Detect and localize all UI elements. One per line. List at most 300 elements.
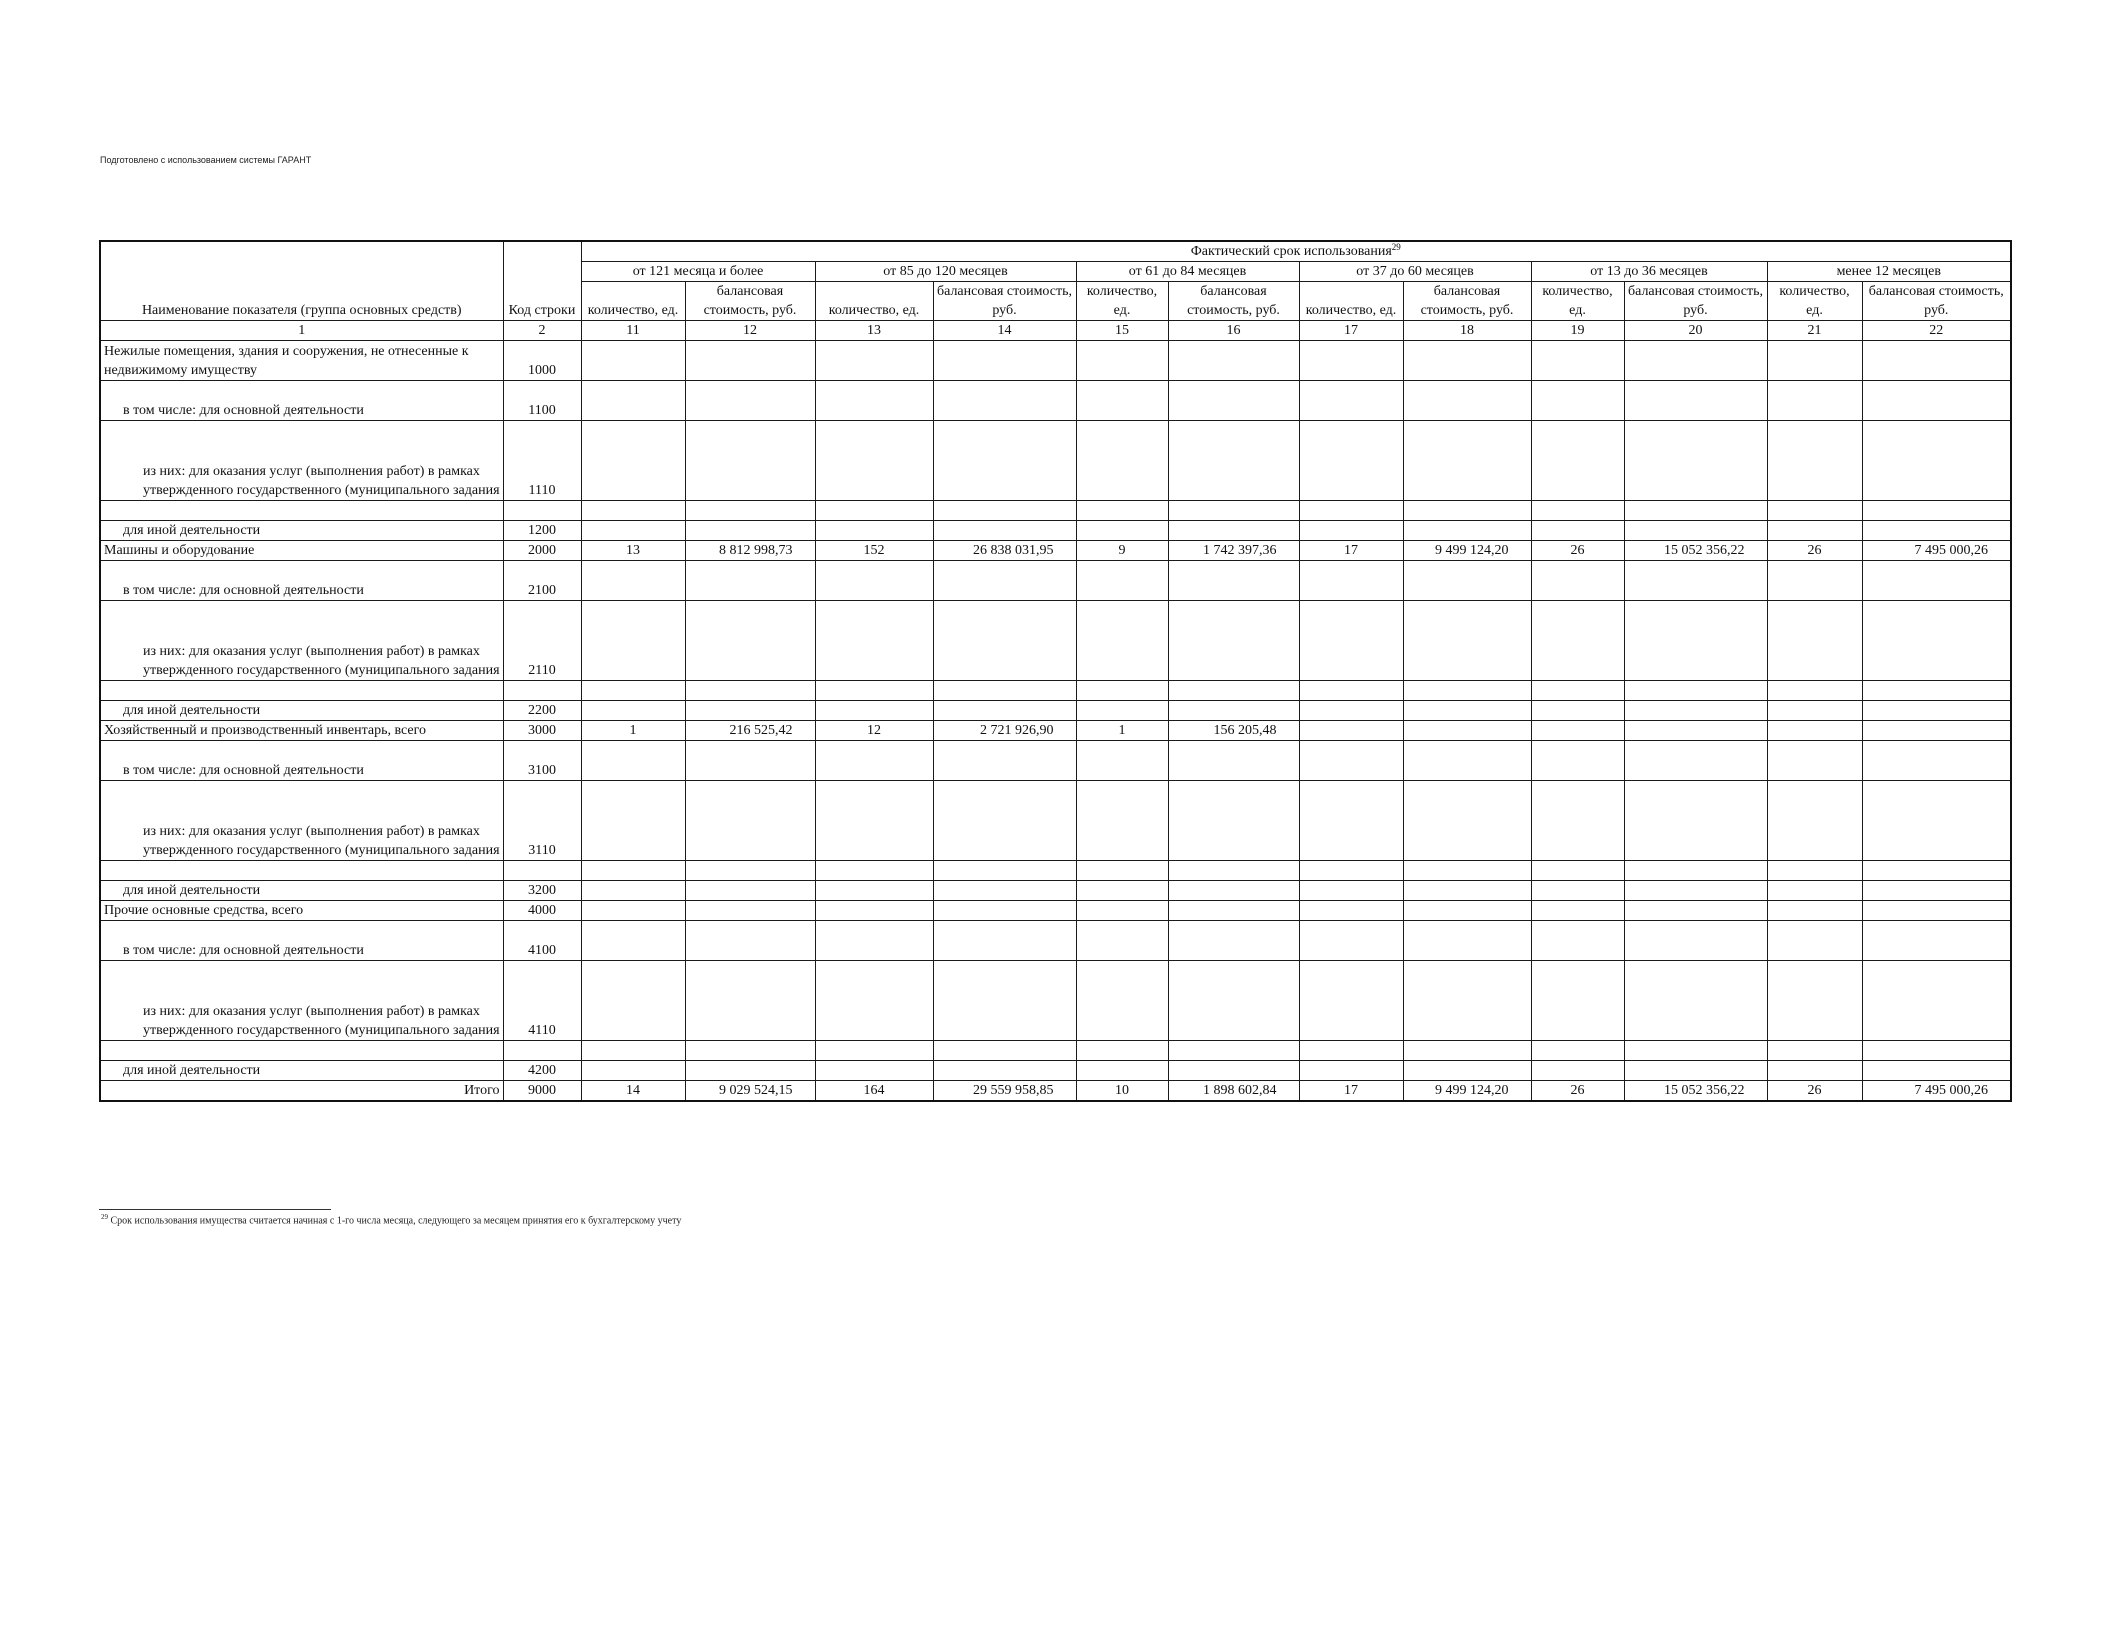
row-name: в том числе: для основной деятельности: [100, 921, 503, 961]
value-header: балансовая стоимость, руб.: [685, 282, 815, 321]
value-cell: [933, 881, 1076, 901]
value-cell: [1624, 721, 1767, 741]
value-cell: [1624, 961, 1767, 1041]
qty-cell: 9: [1076, 541, 1168, 561]
empty-cell: [1624, 501, 1767, 521]
value-cell: 29 559 958,85: [933, 1081, 1076, 1102]
value-cell: [1403, 781, 1531, 861]
value-cell: [1403, 1061, 1531, 1081]
empty-cell: [100, 681, 503, 701]
value-cell: 7 495 000,26: [1862, 1081, 2011, 1102]
empty-cell: [1403, 1041, 1531, 1061]
empty-cell: [685, 1041, 815, 1061]
qty-cell: 13: [581, 541, 685, 561]
qty-cell: 14: [581, 1081, 685, 1102]
value-header: балансовая стоимость, руб.: [1862, 282, 2011, 321]
qty-header: количество, ед.: [1299, 282, 1403, 321]
value-cell: [1168, 781, 1299, 861]
value-cell: 9 499 124,20: [1403, 1081, 1531, 1102]
qty-cell: [815, 701, 933, 721]
row-name: в том числе: для основной деятельности: [100, 381, 503, 421]
value-cell: [685, 341, 815, 381]
period-header: от 61 до 84 месяцев: [1076, 262, 1299, 282]
period-header: от 121 месяца и более: [581, 262, 815, 282]
col-number: 15: [1076, 321, 1168, 341]
value-cell: [1624, 421, 1767, 501]
row-name: для иной деятельности: [100, 881, 503, 901]
qty-cell: [1767, 601, 1862, 681]
header-group-title: Фактический срок использования: [1190, 244, 1392, 259]
row-code: 4110: [503, 961, 581, 1041]
value-cell: 8 812 998,73: [685, 541, 815, 561]
qty-cell: [1531, 921, 1624, 961]
table-row-1200: [100, 521, 2011, 541]
empty-cell: [1767, 1041, 1862, 1061]
value-cell: 216 525,42: [685, 721, 815, 741]
spacer-row: [100, 1041, 2011, 1061]
value-cell: [933, 701, 1076, 721]
qty-cell: [1531, 881, 1624, 901]
row-code: 2200: [503, 701, 581, 721]
qty-cell: [815, 561, 933, 601]
qty-header: количество, ед.: [815, 282, 933, 321]
period-header: от 85 до 120 месяцев: [815, 262, 1076, 282]
empty-cell: [933, 501, 1076, 521]
footnote-ref: 29: [1391, 242, 1401, 252]
qty-cell: [815, 381, 933, 421]
value-cell: [1168, 421, 1299, 501]
qty-cell: [1299, 601, 1403, 681]
empty-cell: [1403, 861, 1531, 881]
row-code: 4000: [503, 901, 581, 921]
empty-cell: [933, 1041, 1076, 1061]
value-cell: [1168, 1061, 1299, 1081]
qty-cell: [1531, 721, 1624, 741]
table-row-2100: [100, 561, 2011, 601]
header-row-code: Код строки: [503, 241, 581, 321]
value-cell: [1403, 381, 1531, 421]
empty-cell: [1767, 681, 1862, 701]
value-cell: [1168, 881, 1299, 901]
value-cell: [1862, 781, 2011, 861]
value-header: балансовая стоимость, руб.: [933, 282, 1076, 321]
value-cell: 1 898 602,84: [1168, 1081, 1299, 1102]
qty-cell: [1299, 721, 1403, 741]
qty-cell: [1767, 1061, 1862, 1081]
qty-cell: 152: [815, 541, 933, 561]
qty-cell: [1299, 901, 1403, 921]
qty-cell: 26: [1767, 1081, 1862, 1102]
value-cell: [1862, 421, 2011, 501]
value-cell: [685, 881, 815, 901]
qty-cell: [581, 901, 685, 921]
qty-cell: [581, 601, 685, 681]
table-row-3200: [100, 881, 2011, 901]
row-code: 2000: [503, 541, 581, 561]
row-name: для иной деятельности: [100, 1061, 503, 1081]
value-cell: [933, 381, 1076, 421]
empty-cell: [1403, 681, 1531, 701]
qty-cell: [1531, 421, 1624, 501]
qty-cell: [1767, 901, 1862, 921]
value-cell: [1624, 341, 1767, 381]
qty-cell: 26: [1767, 541, 1862, 561]
qty-cell: [1767, 961, 1862, 1041]
row-name: из них: для оказания услуг (выполнения работ) в рамках утвержденного государственного (муниципального задания: [100, 781, 503, 861]
footnote: [101, 1213, 681, 1226]
row-code: 3000: [503, 721, 581, 741]
table-row-2200: [100, 701, 2011, 721]
value-cell: [1168, 381, 1299, 421]
row-name: Итого: [100, 1081, 503, 1102]
qty-cell: [1299, 921, 1403, 961]
qty-cell: [1076, 741, 1168, 781]
qty-cell: [1531, 521, 1624, 541]
qty-cell: [1076, 1061, 1168, 1081]
qty-cell: [1531, 701, 1624, 721]
value-cell: [1403, 721, 1531, 741]
value-cell: [1403, 421, 1531, 501]
value-cell: [1862, 341, 2011, 381]
value-cell: [1168, 561, 1299, 601]
qty-cell: [581, 561, 685, 601]
empty-cell: [1076, 501, 1168, 521]
qty-cell: [1531, 341, 1624, 381]
qty-cell: 1: [1076, 721, 1168, 741]
value-cell: [1862, 921, 2011, 961]
col-number: 13: [815, 321, 933, 341]
value-cell: [1624, 781, 1767, 861]
value-cell: [1624, 601, 1767, 681]
qty-cell: [1531, 781, 1624, 861]
empty-cell: [100, 1041, 503, 1061]
row-code: 2110: [503, 601, 581, 681]
qty-cell: [581, 881, 685, 901]
qty-header: количество, ед.: [1767, 282, 1862, 321]
col-number: 1: [100, 321, 503, 341]
col-number: 18: [1403, 321, 1531, 341]
row-name: в том числе: для основной деятельности: [100, 741, 503, 781]
row-code: 2100: [503, 561, 581, 601]
qty-cell: [815, 901, 933, 921]
row-code: 4200: [503, 1061, 581, 1081]
col-number: 17: [1299, 321, 1403, 341]
period-header: менее 12 месяцев: [1767, 262, 2011, 282]
value-cell: [685, 601, 815, 681]
value-cell: [933, 781, 1076, 861]
qty-cell: [815, 521, 933, 541]
value-cell: [685, 701, 815, 721]
spacer-row: [100, 861, 2011, 881]
value-cell: [1403, 901, 1531, 921]
qty-cell: [815, 881, 933, 901]
qty-cell: [1299, 521, 1403, 541]
qty-cell: [815, 961, 933, 1041]
value-cell: [1168, 601, 1299, 681]
col-number: 19: [1531, 321, 1624, 341]
qty-cell: 17: [1299, 541, 1403, 561]
value-cell: [1862, 601, 2011, 681]
qty-cell: [1076, 381, 1168, 421]
value-cell: 1 742 397,36: [1168, 541, 1299, 561]
qty-cell: [1076, 701, 1168, 721]
row-name: Машины и оборудование: [100, 541, 503, 561]
table-row-3100: [100, 741, 2011, 781]
value-cell: [1403, 521, 1531, 541]
qty-cell: [581, 961, 685, 1041]
col-number: 21: [1767, 321, 1862, 341]
row-code: 3200: [503, 881, 581, 901]
qty-cell: [1531, 381, 1624, 421]
empty-cell: [1624, 681, 1767, 701]
qty-cell: 10: [1076, 1081, 1168, 1102]
empty-cell: [1862, 681, 2011, 701]
qty-cell: [1299, 1061, 1403, 1081]
value-cell: 7 495 000,26: [1862, 541, 2011, 561]
col-number: 22: [1862, 321, 2011, 341]
row-code: 9000: [503, 1081, 581, 1102]
value-cell: [933, 741, 1076, 781]
empty-cell: [1531, 1041, 1624, 1061]
value-cell: [1862, 701, 2011, 721]
qty-cell: [1076, 961, 1168, 1041]
empty-cell: [685, 861, 815, 881]
row-name: из них: для оказания услуг (выполнения работ) в рамках утвержденного государственного (муниципального задания: [100, 421, 503, 501]
value-cell: [1168, 521, 1299, 541]
qty-cell: [581, 921, 685, 961]
value-cell: [1403, 701, 1531, 721]
value-cell: [933, 1061, 1076, 1081]
row-code: 3100: [503, 741, 581, 781]
empty-cell: [1076, 861, 1168, 881]
value-cell: [1624, 741, 1767, 781]
row-name: Нежилые помещения, здания и сооружения, не отнесенные к недвижимому имуществу: [100, 341, 503, 381]
value-cell: 2 721 926,90: [933, 721, 1076, 741]
spacer-row: [100, 681, 2011, 701]
value-cell: [1403, 601, 1531, 681]
qty-cell: [581, 1061, 685, 1081]
table-row-4100: [100, 921, 2011, 961]
qty-cell: [1299, 881, 1403, 901]
qty-cell: [1767, 341, 1862, 381]
value-cell: [685, 1061, 815, 1081]
value-cell: [1862, 961, 2011, 1041]
value-cell: [1168, 741, 1299, 781]
value-cell: [933, 901, 1076, 921]
qty-header: количество, ед.: [581, 282, 685, 321]
value-cell: [933, 561, 1076, 601]
empty-cell: [1862, 861, 2011, 881]
empty-cell: [815, 681, 933, 701]
empty-cell: [933, 861, 1076, 881]
value-cell: [1168, 341, 1299, 381]
empty-cell: [1531, 501, 1624, 521]
value-cell: [1624, 1061, 1767, 1081]
table-row-4200: [100, 1061, 2011, 1081]
qty-cell: 164: [815, 1081, 933, 1102]
qty-cell: [581, 521, 685, 541]
empty-cell: [1767, 501, 1862, 521]
empty-cell: [1299, 681, 1403, 701]
empty-cell: [815, 501, 933, 521]
value-header: балансовая стоимость, руб.: [1168, 282, 1299, 321]
qty-cell: [1767, 721, 1862, 741]
value-cell: 156 205,48: [1168, 721, 1299, 741]
qty-cell: [1531, 1061, 1624, 1081]
table-row-1000: [100, 341, 2011, 381]
empty-cell: [1168, 1041, 1299, 1061]
value-cell: [933, 421, 1076, 501]
qty-cell: [581, 341, 685, 381]
qty-cell: [1767, 881, 1862, 901]
value-cell: [685, 901, 815, 921]
value-cell: [1624, 701, 1767, 721]
qty-cell: [1767, 561, 1862, 601]
qty-cell: [581, 701, 685, 721]
empty-cell: [581, 681, 685, 701]
period-header: от 37 до 60 месяцев: [1299, 262, 1531, 282]
qty-cell: 26: [1531, 541, 1624, 561]
qty-cell: [1299, 421, 1403, 501]
qty-cell: [581, 741, 685, 781]
empty-cell: [1299, 1041, 1403, 1061]
value-cell: [1862, 381, 2011, 421]
empty-cell: [1076, 681, 1168, 701]
table-row-9000: [100, 1081, 2011, 1102]
value-cell: 9 499 124,20: [1403, 541, 1531, 561]
value-cell: [1862, 721, 2011, 741]
value-cell: [1862, 741, 2011, 781]
empty-cell: [815, 1041, 933, 1061]
value-cell: [1168, 921, 1299, 961]
qty-cell: [1299, 781, 1403, 861]
qty-cell: [1076, 561, 1168, 601]
value-header: балансовая стоимость, руб.: [1403, 282, 1531, 321]
footnote-separator: [99, 1209, 331, 1210]
value-cell: [1862, 881, 2011, 901]
value-cell: [933, 961, 1076, 1041]
qty-cell: [1299, 741, 1403, 781]
table-row-3110: [100, 781, 2011, 861]
footnote-text: Срок использования имущества считается начиная с 1-го числа месяца, следующего за месяцем принятия его к бухгалтерскому учету: [110, 1215, 682, 1227]
empty-cell: [503, 1041, 581, 1061]
table-row-2000: [100, 541, 2011, 561]
empty-cell: [1531, 681, 1624, 701]
qty-cell: [1076, 341, 1168, 381]
qty-cell: [1767, 521, 1862, 541]
table-row-2110: [100, 601, 2011, 681]
empty-cell: [1624, 861, 1767, 881]
value-cell: [685, 781, 815, 861]
qty-header: количество, ед.: [1076, 282, 1168, 321]
qty-cell: [1767, 381, 1862, 421]
value-cell: [1403, 741, 1531, 781]
qty-cell: [1767, 421, 1862, 501]
row-name: Хозяйственный и производственный инвентарь, всего: [100, 721, 503, 741]
empty-cell: [503, 501, 581, 521]
col-number: 20: [1624, 321, 1767, 341]
row-code: 1000: [503, 341, 581, 381]
empty-cell: [1531, 861, 1624, 881]
qty-cell: [581, 381, 685, 421]
qty-cell: [1299, 341, 1403, 381]
qty-cell: [581, 421, 685, 501]
qty-header: количество, ед.: [1531, 282, 1624, 321]
empty-cell: [1862, 501, 2011, 521]
row-name: из них: для оказания услуг (выполнения работ) в рамках утвержденного государственного (муниципального задания: [100, 601, 503, 681]
value-header: балансовая стоимость, руб.: [1624, 282, 1767, 321]
value-cell: [685, 381, 815, 421]
qty-cell: [581, 781, 685, 861]
value-cell: [1168, 701, 1299, 721]
empty-cell: [1299, 501, 1403, 521]
empty-cell: [1168, 861, 1299, 881]
value-cell: [933, 921, 1076, 961]
empty-cell: [100, 861, 503, 881]
value-cell: [685, 921, 815, 961]
row-code: 1100: [503, 381, 581, 421]
value-cell: [1624, 381, 1767, 421]
table-row-3000: [100, 721, 2011, 741]
qty-cell: [1531, 961, 1624, 1041]
value-cell: [1403, 921, 1531, 961]
value-cell: [1862, 561, 2011, 601]
empty-cell: [1624, 1041, 1767, 1061]
value-cell: [1403, 561, 1531, 601]
qty-cell: [815, 741, 933, 781]
row-code: 1200: [503, 521, 581, 541]
row-code: 1110: [503, 421, 581, 501]
empty-cell: [503, 861, 581, 881]
empty-cell: [1403, 501, 1531, 521]
value-cell: 15 052 356,22: [1624, 541, 1767, 561]
qty-cell: [1299, 701, 1403, 721]
value-cell: [1168, 901, 1299, 921]
empty-cell: [503, 681, 581, 701]
empty-cell: [1076, 1041, 1168, 1061]
qty-cell: [815, 921, 933, 961]
qty-cell: [1076, 521, 1168, 541]
row-name: Прочие основные средства, всего: [100, 901, 503, 921]
qty-cell: [1076, 881, 1168, 901]
footnote-number: 29: [101, 1213, 108, 1221]
period-header: от 13 до 36 месяцев: [1531, 262, 1767, 282]
value-cell: 26 838 031,95: [933, 541, 1076, 561]
prepared-note: Подготовлено с использованием системы ГАРАНТ: [100, 155, 312, 165]
empty-cell: [1168, 681, 1299, 701]
header-indicator-name: Наименование показателя (группа основных средств): [100, 241, 503, 321]
value-cell: [685, 961, 815, 1041]
value-cell: [1862, 521, 2011, 541]
empty-cell: [581, 861, 685, 881]
qty-cell: [1531, 601, 1624, 681]
table-row-4110: [100, 961, 2011, 1041]
table-row-1100: [100, 381, 2011, 421]
empty-cell: [933, 681, 1076, 701]
empty-cell: [1862, 1041, 2011, 1061]
col-number: 2: [503, 321, 581, 341]
qty-cell: 17: [1299, 1081, 1403, 1102]
value-cell: [933, 601, 1076, 681]
value-cell: [1624, 521, 1767, 541]
qty-cell: 12: [815, 721, 933, 741]
row-name: для иной деятельности: [100, 701, 503, 721]
fixed-assets-usage-table: [99, 240, 2012, 1102]
spacer-row: [100, 501, 2011, 521]
qty-cell: [1076, 921, 1168, 961]
qty-cell: [1299, 961, 1403, 1041]
value-cell: [1862, 901, 2011, 921]
